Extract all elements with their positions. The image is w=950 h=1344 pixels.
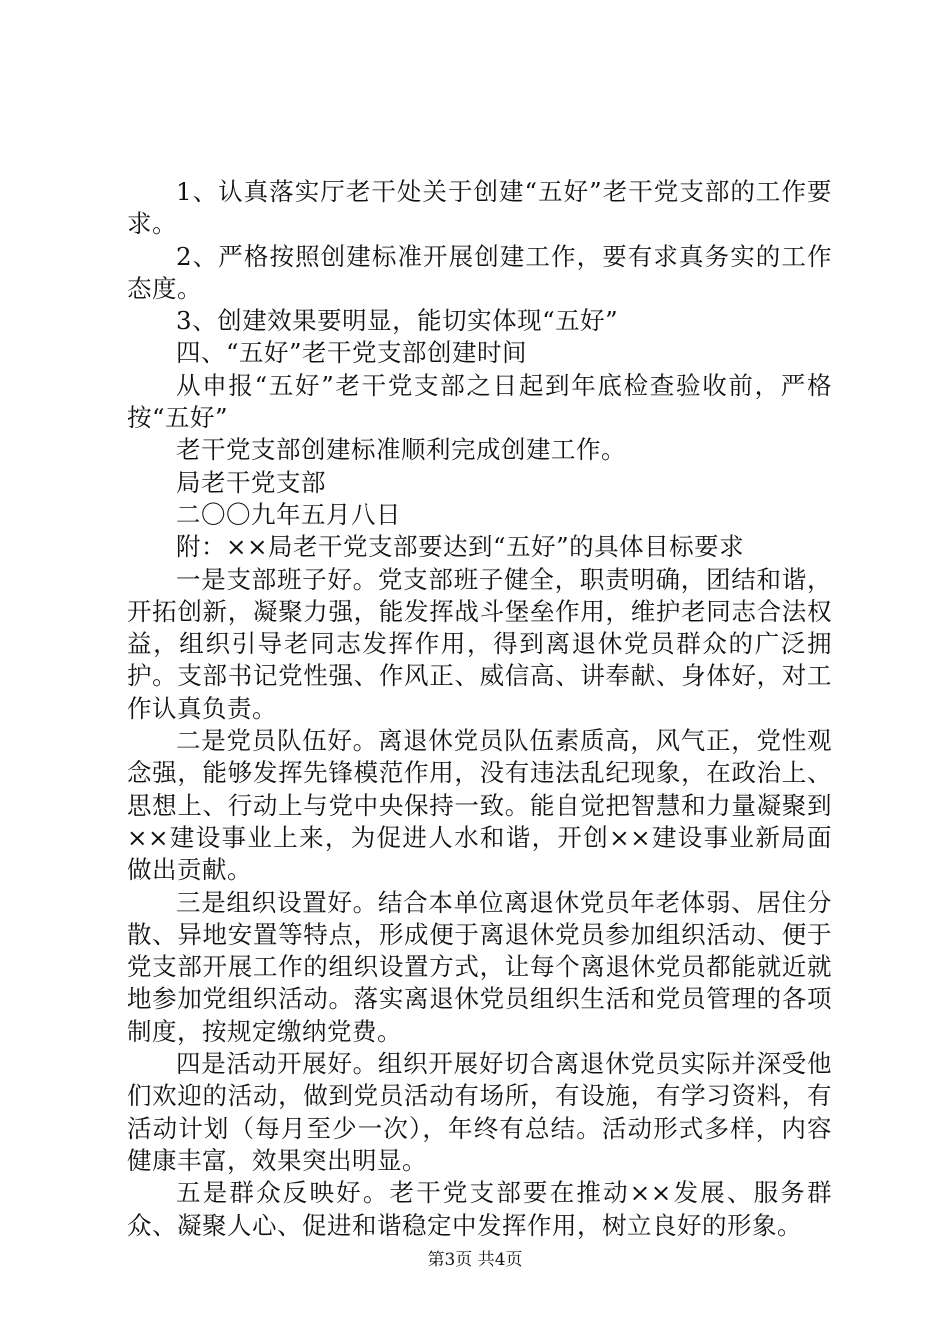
section-heading-time: 四、“五好”老干党支部创建时间 xyxy=(176,338,528,368)
paragraph-goal-3: 三是组织设置好。结合本单位离退休党员年老体弱、居住分散、异地安置等特点，形成便于离退休党员参加组织活动、便于党支部开展工作的组织设置方式，让每个离退休党员都能就近就地参加党组织活动。落实离退休党员组织生活和党员管理的各项制度，按规定缴纳党费。 xyxy=(127,887,832,1046)
paragraph-time-standard: 老干党支部创建标准顺利完成创建工作。 xyxy=(176,435,626,465)
signature-organization: 局老干党支部 xyxy=(176,467,326,497)
page-number-footer: 第3页 共4页 xyxy=(427,1250,523,1270)
paragraph-goal-4: 四是活动开展好。组织开展好切合离退休党员实际并深受他们欢迎的活动，做到党员活动有场所，有设施，有学习资料，有活动计划（每月至少一次），年终有总结。活动形式多样，内容健康丰富，效果突出明显。 xyxy=(127,1049,832,1175)
appendix-title: 附：××局老干党支部要达到“五好”的具体目标要求 xyxy=(176,532,745,562)
paragraph-requirement-2: 2、严格按照创建标准开展创建工作，要有求真务实的工作态度。 xyxy=(127,241,832,303)
paragraph-goal-1: 一是支部班子好。党支部班子健全，职责明确，团结和谐，开拓创新，凝聚力强，能发挥战斗堡垒作用，维护老同志合法权益，组织引导老同志发挥作用，得到离退休党员群众的广泛拥护。支部书记党性强、作风正、威信高、讲奉献、身体好，对工作认真负责。 xyxy=(127,564,832,723)
paragraph-goal-2: 二是党员队伍好。离退休党员队伍素质高，风气正，党性观念强，能够发挥先锋模范作用，没有违法乱纪现象，在政治上、思想上、行动上与党中央保持一致。能自觉把智慧和力量凝聚到××建设事业上来，为促进人水和谐，开创××建设事业新局面做出贡献。 xyxy=(127,726,832,885)
paragraph-time-period: 从申报“五好”老干党支部之日起到年底检查验收前，严格按“五好” xyxy=(127,370,832,433)
signature-date: 二〇〇九年五月八日 xyxy=(176,499,401,529)
paragraph-goal-5: 五是群众反映好。老干党支部要在推动××发展、服务群众、凝聚人心、促进和谐稳定中发挥作用，树立良好的形象。 xyxy=(127,1178,832,1240)
paragraph-requirement-1: 1、认真落实厅老干处关于创建“五好”老干党支部的工作要求。 xyxy=(127,177,832,239)
document-body xyxy=(127,176,832,1242)
paragraph-requirement-3: 3、创建效果要明显，能切实体现“五好” xyxy=(176,306,619,336)
